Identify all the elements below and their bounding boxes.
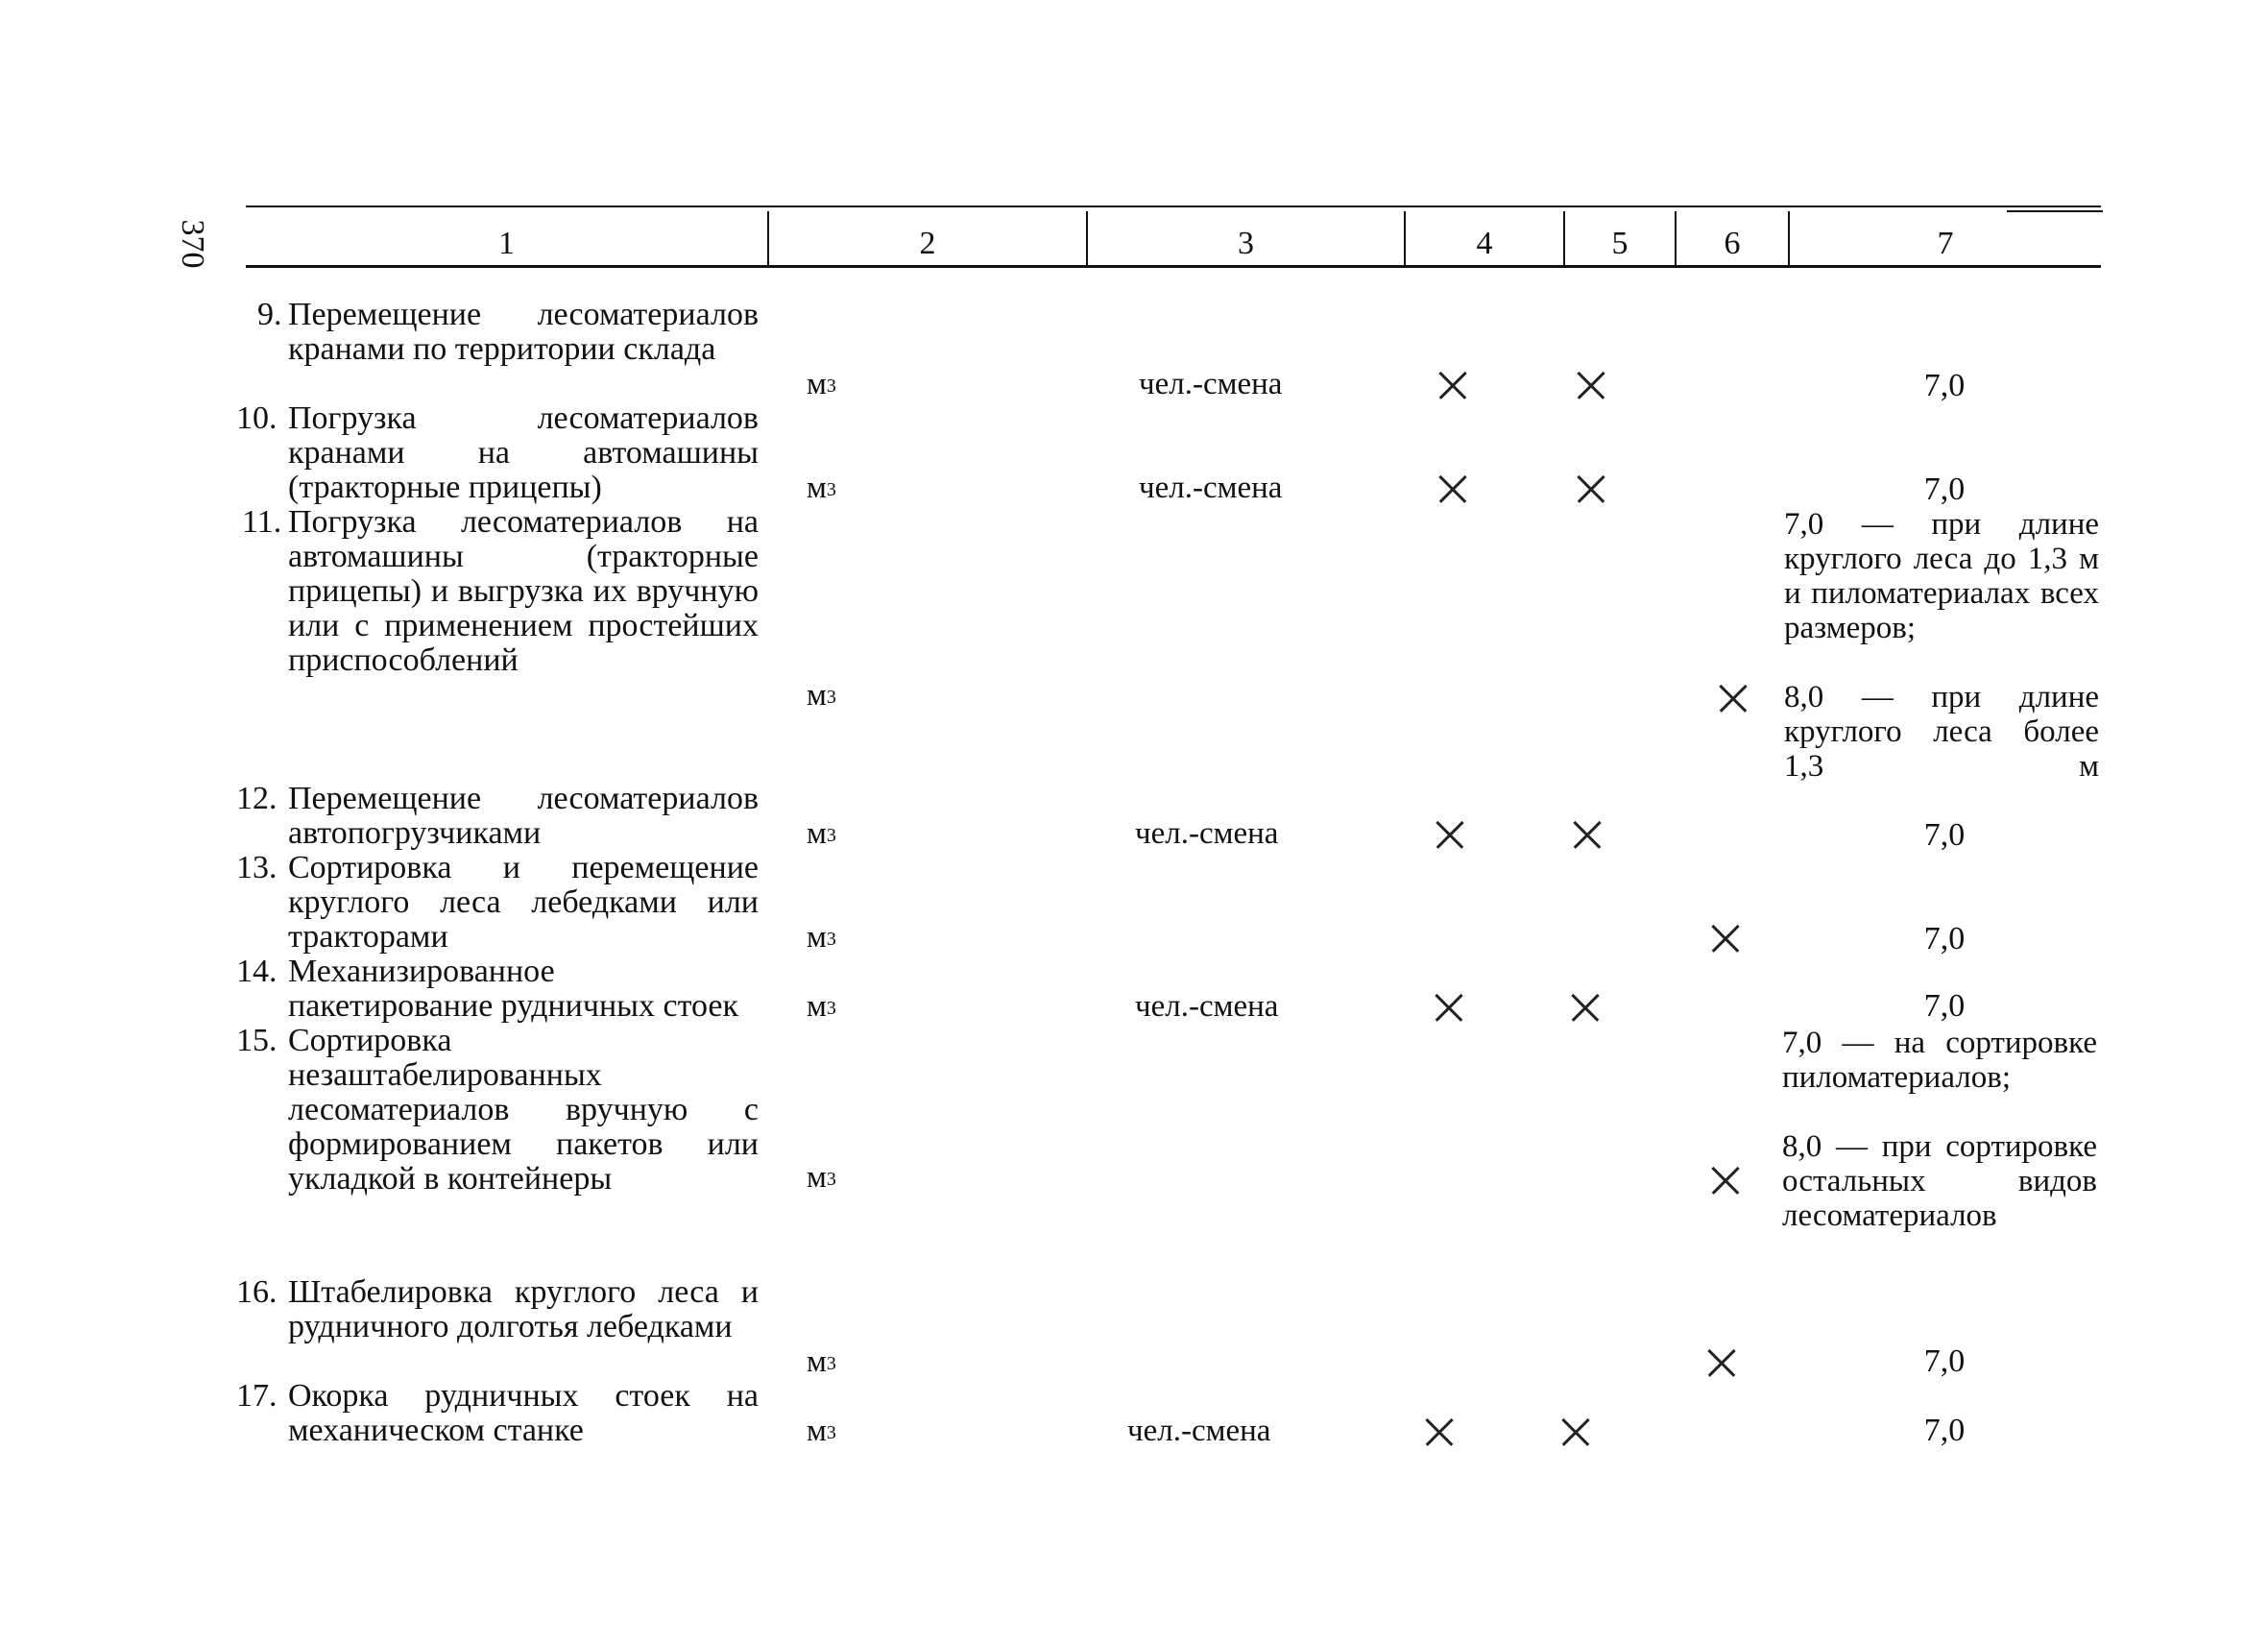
column-header-7: 7 [1937,226,1954,261]
table-row-item-14 [236,955,759,1024]
unit-superscript: 3 [826,375,836,397]
item-number: 12. [236,781,277,816]
unit: $м^3$ [807,1160,836,1195]
item-description: Сортировка незаштабелированных лесоматериалов вручную с формированием пакетов или укладкой в контейнеры [288,1023,759,1197]
cross-mark-icon [1577,474,1605,503]
item-number: 15. [236,1023,277,1058]
item-description: Погрузка лесоматериалов кранами на автомашины (тракторные прицепы) [288,400,759,505]
unit-superscript: 3 [826,687,836,708]
item-description: Перемещение лесоматериалов автопогрузчиками [288,781,759,851]
table-row-item-12 [236,782,759,851]
cross-mark-icon [1711,924,1740,953]
unit: $м^3$ [807,816,836,851]
unit: $м^3$ [807,678,836,713]
item-description: Погрузка лесоматериалов на автомашины (тракторные прицепы) и выгрузка их вручную или с применением простейших приспособлений [288,504,759,678]
measure: чел.-смена [1135,816,1279,851]
unit-superscript: 3 [826,929,836,950]
unit-superscript: 3 [826,1422,836,1443]
cross-mark-icon [1719,684,1748,713]
column-header-1: 1 [498,226,515,261]
cross-mark-icon [1425,1417,1454,1446]
item-number: 13. [236,850,277,885]
item-description: Окорка рудничных стоек на механическом станке [288,1378,759,1448]
value: 7,0 [1923,1413,1966,1448]
item-description: Сортировка и перемещение круглого леса лебедками или тракторами [288,850,759,955]
column-header-5: 5 [1611,226,1629,261]
cross-mark-icon [1711,1166,1740,1195]
value-note: 8,0 — при сортировке остальных видов лесоматериалов [1782,1129,2097,1233]
unit: $м^3$ [807,471,836,505]
unit-superscript: 3 [826,998,836,1019]
item-number: 11. [242,504,282,540]
cross-mark-icon [1561,1417,1590,1446]
item-number: 16. [236,1274,277,1310]
value: 7,0 [1923,472,1966,507]
value: 7,0 [1923,1343,1966,1379]
item-description: Перемещение лесоматериалов кранами по территории склада [288,297,759,367]
value: 7,0 [1923,817,1966,853]
item-number: 14. [236,954,277,989]
unit: $м^3$ [807,989,836,1024]
cross-mark-icon [1438,371,1467,399]
unit: $м^3$ [807,1344,836,1379]
measure: чел.-смена [1139,471,1283,505]
measure: чел.-смена [1139,367,1283,401]
item-description: Штабелировка круглого леса и рудничного долготья лебедками [288,1274,759,1344]
cross-mark-icon [1707,1348,1736,1377]
column-header-2: 2 [919,226,936,261]
column-header-3: 3 [1238,226,1254,261]
header-top-rule [246,206,2101,207]
table-row-item-13 [236,851,759,955]
table-row-item-11 [236,505,759,678]
item-number: 17. [236,1378,277,1414]
cross-mark-icon [1435,993,1463,1022]
table-row-item-10 [236,401,759,505]
value: 7,0 [1923,921,1966,956]
value-note: 7,0 — на сортировке пиломатериалов; [1782,1026,2097,1095]
column-header-6: 6 [1724,226,1741,261]
cross-mark-icon [1436,820,1464,849]
item-description: Механизированное пакетирование рудничных стоек [288,954,739,1024]
table-row-item-15 [236,1024,759,1197]
measure: чел.-смена [1135,989,1279,1024]
header-bottom-rule [246,265,2101,268]
unit: $м^3$ [807,920,836,955]
unit: $м^3$ [807,1414,836,1448]
cross-mark-icon [1577,371,1605,399]
value: 7,0 [1923,368,1966,403]
table-row-item-16 [236,1275,759,1344]
item-number: 10. [236,400,277,436]
cross-mark-icon [1571,993,1600,1022]
unit-superscript: 3 [826,1353,836,1374]
value: 7,0 [1923,988,1966,1024]
cross-mark-icon [1573,820,1602,849]
table-row-item-17 [236,1379,759,1448]
table-row-item-9 [236,298,759,367]
unit-superscript: 3 [826,825,836,846]
unit-superscript: 3 [826,1169,836,1190]
header-top-rule-right [2007,210,2103,212]
value-note: 8,0 — при длине круглого леса более 1,3 м [1784,680,2099,784]
column-header-4: 4 [1476,226,1493,261]
unit-superscript: 3 [826,479,836,500]
cross-mark-icon [1438,474,1467,503]
page-number: 370 [175,219,210,269]
measure: чел.-смена [1127,1414,1271,1448]
item-number: 9. [257,297,282,332]
value-note: 7,0 — при длине круглого леса до 1,3 м и пиломатериалах всех размеров; [1784,507,2099,645]
unit: $м^3$ [807,367,836,401]
